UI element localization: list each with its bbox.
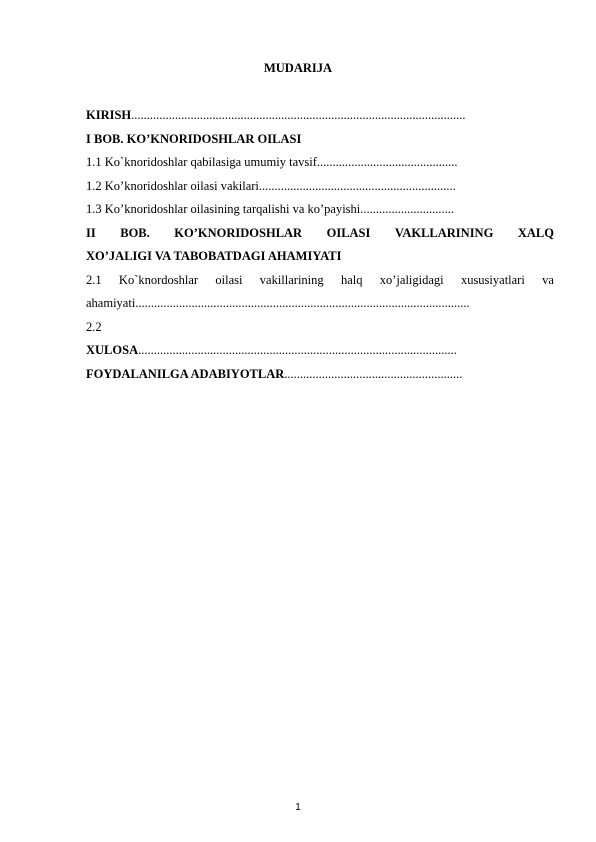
toc-word: Ko`knordoshlar: [118, 272, 199, 287]
toc-word: 2.1: [86, 272, 102, 287]
toc-label: FOYDALANILGA ADABIYOTLAR: [86, 366, 285, 381]
toc-word: II: [86, 225, 96, 240]
toc-dots: ......................................................................................................: [138, 343, 457, 357]
toc-entry-1-3[interactable]: [86, 198, 554, 222]
toc-label: KIRISH: [86, 108, 132, 122]
toc-word: halq: [340, 272, 363, 287]
toc-entry-bob1[interactable]: I BOB. KO’KNORIDOSHLAR OILASI: [86, 131, 302, 146]
page-title: MUDARIJA: [263, 61, 333, 75]
toc-word: xo’jaligidagi: [379, 272, 444, 287]
toc-entry-2-2[interactable]: 2.2: [86, 319, 102, 334]
toc-dots: ...............................................................: [258, 178, 456, 193]
toc-label: 1.1 Ko`knoridoshlar qabilasiga umumiy tavsif: [86, 155, 317, 169]
toc-word: XALQ: [517, 225, 554, 240]
toc-label: 1.3 Ko’knoridoshlar oilasining tarqalishi va ko’payishi: [86, 202, 361, 216]
toc-entry-bob2-line1[interactable]: [86, 222, 554, 246]
toc-dots: ..............................: [360, 202, 455, 216]
toc-word: vakillarining: [259, 272, 324, 287]
toc-word: va: [542, 272, 554, 287]
toc-entry-1-2[interactable]: [86, 175, 554, 199]
toc-entry-2-1-line1[interactable]: [86, 269, 554, 293]
toc-word: VAKLLARINING: [394, 225, 494, 240]
table-of-contents: [86, 104, 554, 386]
toc-dots: ...........................................................................................................: [131, 108, 466, 122]
toc-entry-adabiyotlar[interactable]: [86, 363, 554, 387]
toc-dots: .............................................: [316, 155, 458, 169]
toc-entry-xulosa[interactable]: [86, 339, 554, 363]
page-number: 1: [295, 802, 301, 813]
toc-entry-kirish[interactable]: [86, 104, 554, 128]
toc-word: BOB.: [120, 225, 150, 240]
toc-label: XULOSA: [86, 343, 139, 357]
toc-entry-1-1[interactable]: [86, 151, 554, 175]
toc-entry-2-1-line2[interactable]: [86, 292, 554, 316]
toc-entry-bob2-line2[interactable]: XO’JALIGI VA TABOBATDAGI AHAMIYATI: [86, 249, 342, 263]
toc-word: xususiyatlari: [460, 272, 525, 287]
toc-label: ahamiyati: [86, 296, 136, 310]
toc-word: KO’KNORIDOSHLAR: [174, 225, 303, 240]
toc-word: oilasi: [215, 272, 243, 287]
toc-label: 1.2 Ko’knoridoshlar oilasi vakilari: [86, 178, 259, 193]
toc-dots: .........................................................: [284, 366, 463, 381]
toc-dots: ...........................................................................................................: [135, 296, 470, 310]
toc-word: OILASI: [326, 225, 371, 240]
